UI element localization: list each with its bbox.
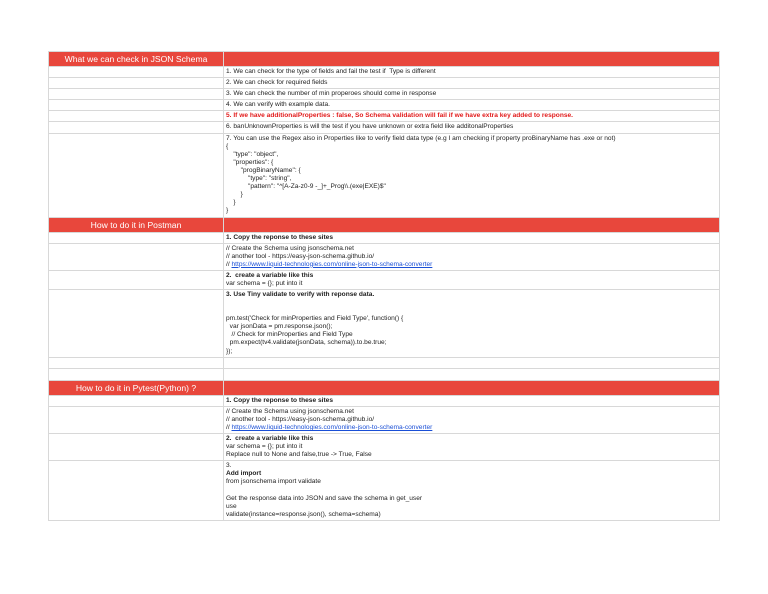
spreadsheet: [48, 51, 720, 521]
blank-gap: [226, 299, 717, 315]
schema-item-6[interactable]: 6. banUnknownProperties is will the test if you have unknown or extra field like additonalProperties: [224, 122, 720, 133]
table-row: [49, 434, 720, 461]
table-row: [49, 133, 720, 217]
blank-gap: [226, 487, 717, 495]
section-header-fill[interactable]: [224, 52, 720, 67]
text-line: Replace null to None and false,true -> True, False: [226, 451, 372, 459]
table-row: [49, 122, 720, 133]
section-header-json-schema: [49, 52, 720, 67]
table-row: [49, 111, 720, 122]
empty-row: [49, 357, 720, 368]
text-line: Get the response data into JSON and save the schema in get_user: [226, 494, 423, 502]
comment-prefix: //: [226, 260, 232, 268]
postman-step-1-body[interactable]: [224, 243, 720, 270]
code-line: }: [226, 199, 236, 207]
table-row: [49, 89, 720, 100]
table-row: [49, 100, 720, 111]
pytest-step-2-title: 2. create a variable like this: [226, 435, 314, 442]
code-line: "properties": {: [226, 158, 274, 166]
text-line: // another tool - https://easy-json-schema.github.io/: [226, 415, 375, 423]
pytest-step-2-body[interactable]: [224, 434, 720, 461]
code-line: pm.test('Check for minProperties and Field Type', function() {: [226, 315, 404, 323]
pytest-step-3-body[interactable]: [224, 461, 720, 521]
code-line: {: [226, 142, 229, 150]
text-line: use: [226, 502, 237, 510]
text-line: var schema = {}; put into it: [226, 443, 303, 451]
postman-step-2-title: 2. create a variable like this: [226, 271, 314, 279]
section-title-json-schema[interactable]: What we can check in JSON Schema: [49, 52, 224, 67]
link-line: [226, 424, 717, 432]
empty-row: [49, 368, 720, 380]
schema-item-7-cell[interactable]: [224, 133, 720, 217]
code-line: var jsonData = pm.response.json();: [226, 323, 333, 331]
section-header-postman: [49, 217, 720, 232]
code-line: }: [226, 207, 229, 215]
table-row: [49, 67, 720, 78]
table-row: [49, 461, 720, 521]
table-row: [49, 243, 720, 270]
table-row: [49, 78, 720, 89]
code-line: "type": "object",: [226, 150, 279, 158]
code-line: "type": "string",: [226, 175, 292, 183]
pytest-step-3-title: Add import: [226, 470, 262, 478]
link-line: [226, 261, 717, 269]
section-title-postman[interactable]: How to do it in Postman: [49, 217, 224, 232]
code-line: "progBinaryName": {: [226, 166, 301, 174]
section-header-pytest: [49, 380, 720, 395]
section-header-fill[interactable]: [224, 380, 720, 395]
text-line: validate(instance=response.json(), schema=schema): [226, 510, 381, 518]
code-line: "pattern": "^[A-Za-z0-9 -_]+_Prog\\.(exe|EXE)$": [226, 183, 386, 191]
table-row: [49, 395, 720, 406]
schema-item-1[interactable]: 1. We can check for the type of fields and fail the test if Type is different: [224, 67, 720, 78]
schema-item-7: 7. You can use the Regex also in Properties like to verify field data type (e.g I am checking if property proBinaryName has .exe or not): [226, 134, 616, 142]
converter-link[interactable]: https://www.liquid-technologies.com/online-json-to-schema-converter: [231, 260, 433, 268]
converter-link[interactable]: https://www.liquid-technologies.com/online-json-to-schema-converter: [231, 423, 433, 431]
code-line: });: [226, 347, 233, 355]
postman-step-3-body[interactable]: [224, 290, 720, 358]
pytest-step-1-title[interactable]: 1. Copy the reponse to these sites: [224, 395, 720, 406]
section-header-fill[interactable]: [224, 217, 720, 232]
postman-step-3-title: 3. Use Tiny validate to verify with reponse data.: [226, 291, 375, 299]
code-line: pm.expect(tv4.validate(jsonData, schema)).to.be.true;: [226, 339, 387, 347]
table-row: [49, 406, 720, 433]
text-line: var schema = {}; put into it: [226, 279, 303, 287]
comment-prefix: //: [226, 423, 232, 431]
schema-item-2[interactable]: 2. We can check for required fields: [224, 78, 720, 89]
table-row: [49, 232, 720, 243]
text-line: // another tool - https://easy-json-schema.github.io/: [226, 252, 375, 260]
section-title-pytest[interactable]: How to do it in Pytest(Python) ?: [49, 380, 224, 395]
postman-step-1-title[interactable]: 1. Copy the reponse to these sites: [224, 232, 720, 243]
schema-item-4[interactable]: 4. We can verify with example data.: [224, 100, 720, 111]
schema-item-3[interactable]: 3. We can check the number of min properoes should come in response: [224, 89, 720, 100]
text-line: from jsonschema import validate: [226, 478, 321, 486]
table-row: [49, 290, 720, 358]
text-line: // Create the Schema using jsonschema.net: [226, 244, 354, 252]
step-number: 3.: [226, 462, 232, 470]
schema-item-5-warning[interactable]: 5. If we have additionalProperties : false, So Schema validation will fail if we have extra key added to response.: [224, 111, 720, 122]
text-line: // Create the Schema using jsonschema.net: [226, 407, 354, 415]
code-line: }: [226, 191, 243, 199]
code-line: // Check for minProperties and Field Type: [226, 331, 353, 339]
postman-step-2-body[interactable]: [224, 270, 720, 289]
table-row: [49, 270, 720, 289]
notes-table: [48, 51, 720, 521]
pytest-step-1-body[interactable]: [224, 406, 720, 433]
